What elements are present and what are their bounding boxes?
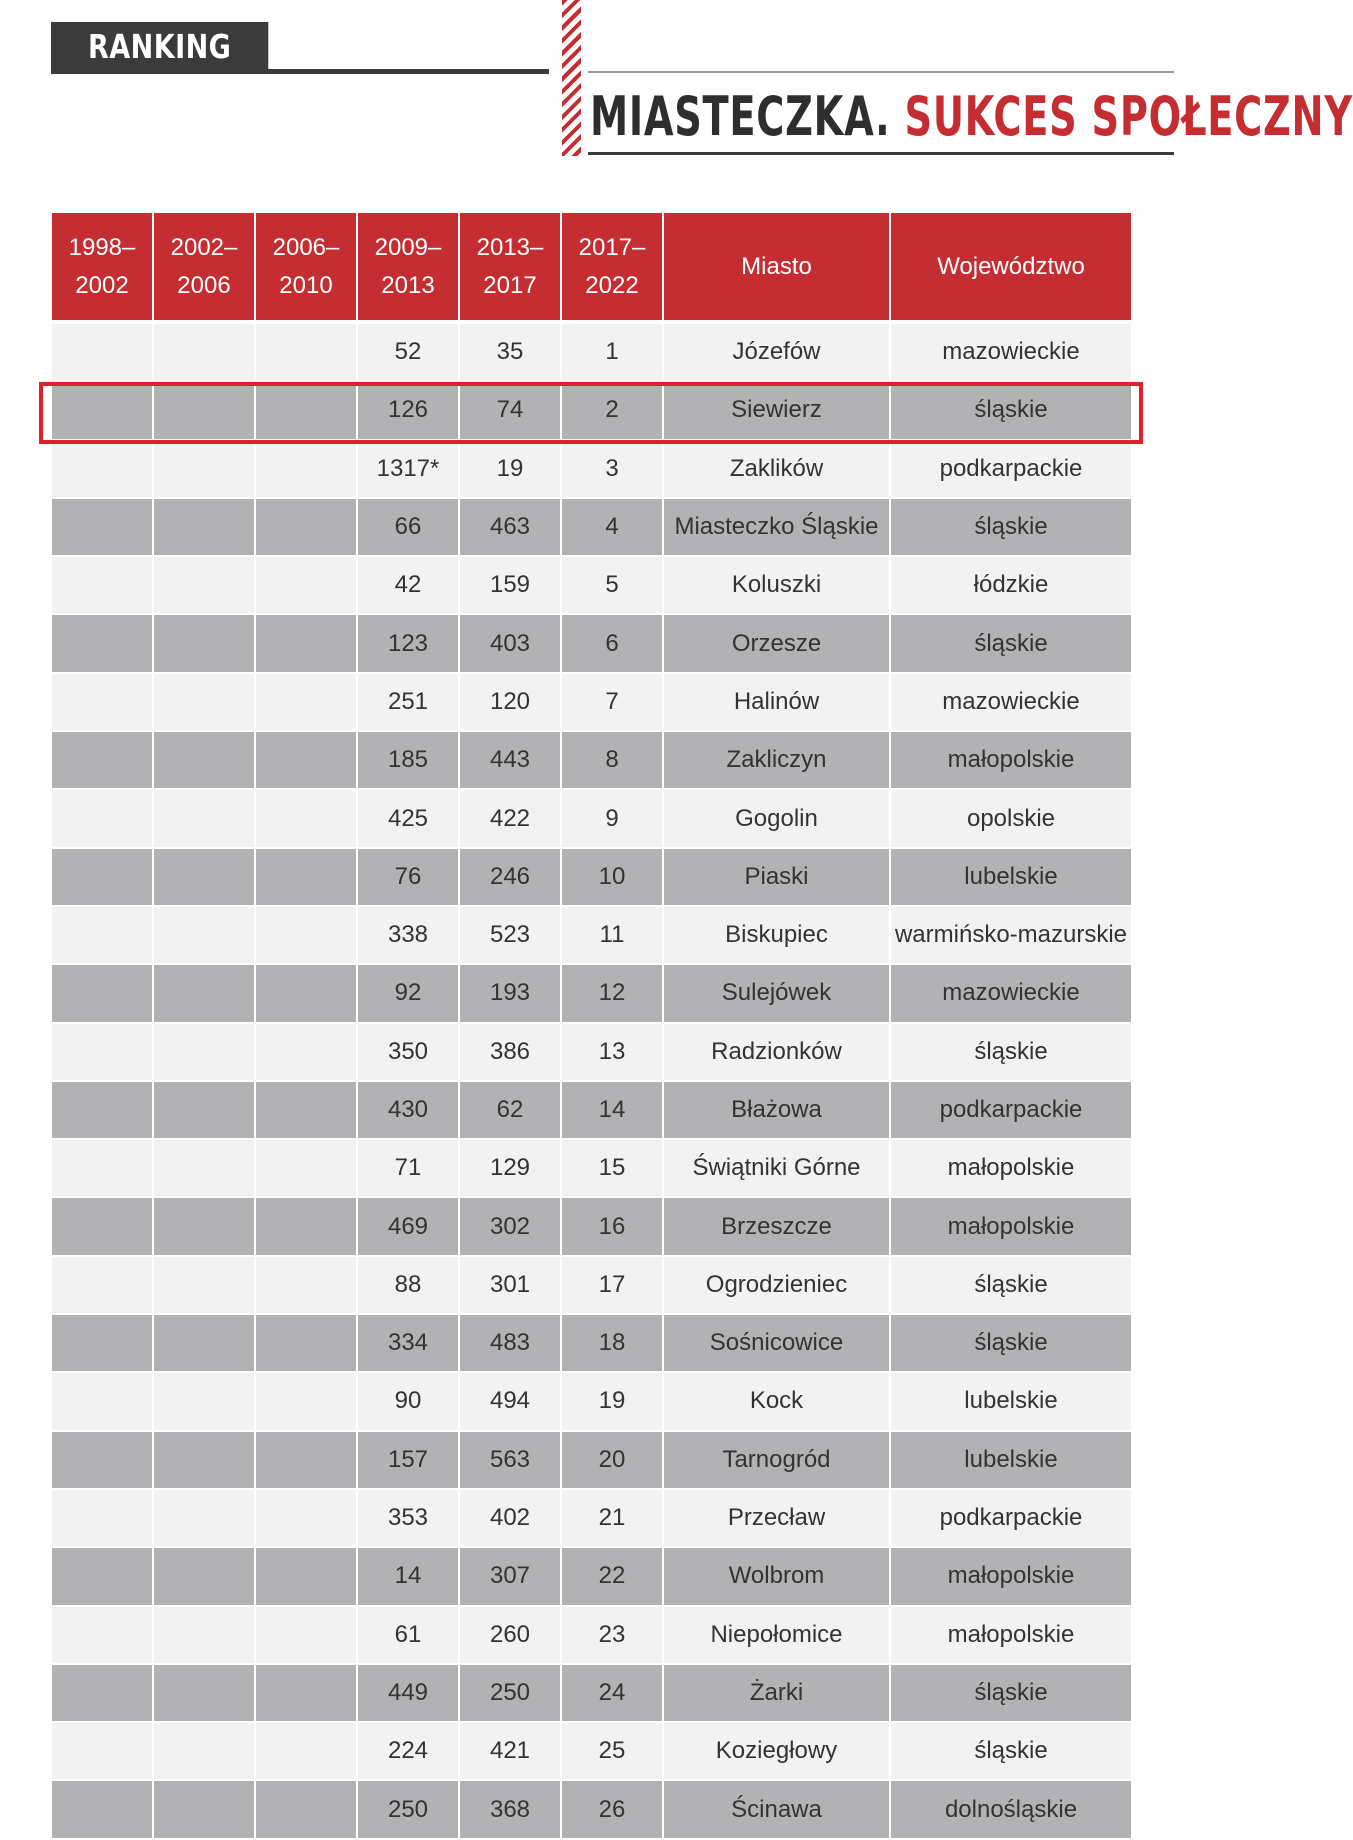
- table-cell: Błażowa: [664, 1082, 891, 1138]
- table-cell: 9: [562, 790, 664, 846]
- table-cell: 23: [562, 1607, 664, 1663]
- table-cell: [154, 324, 256, 380]
- column-header: 2013– 2017: [460, 213, 562, 320]
- table-cell: Koluszki: [664, 557, 891, 613]
- table-cell: 24: [562, 1665, 664, 1721]
- table-cell: podkarpackie: [939, 1096, 1083, 1123]
- table-row: [52, 674, 1131, 732]
- table-cell: 71: [358, 1140, 460, 1196]
- table-cell: 12: [562, 965, 664, 1021]
- table-cell: Ogrodzieniec: [664, 1257, 891, 1313]
- table-cell: 302: [460, 1198, 562, 1254]
- table-cell: [256, 1665, 358, 1721]
- table-cell: 494: [460, 1373, 562, 1429]
- table-cell: [256, 1024, 358, 1080]
- table-cell: 403: [460, 615, 562, 671]
- table-cell: 430: [358, 1082, 460, 1138]
- table-cell: lubelskie: [964, 862, 1058, 890]
- page-title-dark: MIASTECZKA.: [590, 85, 891, 148]
- table-cell: 92: [358, 965, 460, 1021]
- table-cell: 66: [358, 499, 460, 555]
- table-cell: śląskie: [974, 1329, 1048, 1357]
- table-cell: 1317*: [358, 441, 460, 497]
- table-cell: małopolskie: [947, 746, 1075, 774]
- table-cell: [256, 1198, 358, 1254]
- table-cell: [256, 382, 358, 438]
- title-bottom-rule: [588, 152, 1174, 155]
- table-row: [52, 324, 1131, 382]
- table-cell: podkarpackie: [939, 1504, 1083, 1532]
- table-cell: [52, 1781, 154, 1837]
- table-cell: Orzesze: [664, 615, 891, 671]
- table-cell: [52, 790, 154, 846]
- table-cell: śląskie: [974, 1678, 1048, 1706]
- table-row: [52, 1490, 1131, 1548]
- table-cell: [52, 557, 154, 613]
- table-cell: [154, 1432, 256, 1488]
- table-cell: warmińsko-mazurskie: [894, 921, 1128, 949]
- table-cell: dolnośląskie: [944, 1795, 1078, 1823]
- table-cell: [256, 441, 358, 497]
- table-cell: 422: [460, 790, 562, 846]
- table-cell: Brzeszcze: [664, 1198, 891, 1254]
- table-cell: [154, 382, 256, 438]
- table-cell: 126: [358, 382, 460, 438]
- table-cell: 26: [562, 1781, 664, 1837]
- table-cell: 90: [358, 1373, 460, 1429]
- table-cell: lubelskie: [964, 1445, 1058, 1473]
- table-row: [52, 1140, 1131, 1198]
- table-cell: 4: [562, 499, 664, 555]
- table-cell: Sośnicowice: [664, 1315, 891, 1371]
- table-cell: 11: [562, 907, 664, 963]
- hatched-divider: [562, 0, 581, 156]
- table-cell: 16: [562, 1198, 664, 1254]
- table-cell: 6: [562, 615, 664, 671]
- table-cell: 35: [460, 324, 562, 380]
- table-cell: [256, 790, 358, 846]
- column-header: 1998– 2002: [52, 213, 154, 320]
- table-row: [52, 1665, 1131, 1723]
- table-cell: 13: [562, 1024, 664, 1080]
- ranking-tag-label: RANKING: [88, 26, 232, 66]
- table-cell: 18: [562, 1315, 664, 1371]
- table-cell: [154, 1024, 256, 1080]
- page-title: [590, 84, 1353, 150]
- table-cell: [256, 1548, 358, 1604]
- table-cell: [256, 499, 358, 555]
- table-cell: 10: [562, 849, 664, 905]
- table-cell: 463: [460, 499, 562, 555]
- ranking-table: [52, 213, 1131, 1840]
- table-cell: Żarki: [664, 1665, 891, 1721]
- table-cell: 5: [562, 557, 664, 613]
- table-cell: 74: [460, 382, 562, 438]
- table-cell: 260: [460, 1607, 562, 1663]
- table-cell: [256, 849, 358, 905]
- table-row: [52, 557, 1131, 615]
- table-cell: [154, 674, 256, 730]
- table-cell: [52, 1082, 154, 1138]
- table-cell: [52, 615, 154, 671]
- table-cell: [52, 1257, 154, 1313]
- table-cell: 402: [460, 1490, 562, 1546]
- table-cell: [256, 1082, 358, 1138]
- table-cell: Radzionków: [664, 1024, 891, 1080]
- table-cell: Sulejówek: [664, 965, 891, 1021]
- table-cell: [256, 732, 358, 788]
- table-cell: 307: [460, 1548, 562, 1604]
- table-cell: podkarpackie: [939, 454, 1083, 482]
- tag-underline: [51, 69, 549, 74]
- page-title-red: SUKCES SPOŁECZNY: [904, 85, 1353, 148]
- table-cell: 250: [358, 1781, 460, 1837]
- table-cell: 421: [460, 1723, 562, 1779]
- column-header: Miasto: [664, 213, 891, 320]
- table-cell: Biskupiec: [664, 907, 891, 963]
- table-cell: 20: [562, 1432, 664, 1488]
- table-cell: 61: [358, 1607, 460, 1663]
- table-cell: [52, 499, 154, 555]
- table-cell: [154, 1257, 256, 1313]
- table-cell: [154, 1781, 256, 1837]
- table-cell: [52, 965, 154, 1021]
- table-cell: [154, 615, 256, 671]
- table-cell: 25: [562, 1723, 664, 1779]
- table-cell: [52, 1024, 154, 1080]
- table-cell: śląskie: [974, 629, 1048, 657]
- table-cell: Halinów: [664, 674, 891, 730]
- table-cell: 483: [460, 1315, 562, 1371]
- column-header: 2017– 2022: [562, 213, 664, 320]
- table-row: [52, 1082, 1131, 1140]
- table-cell: 22: [562, 1548, 664, 1604]
- table-cell: [52, 1198, 154, 1254]
- table-cell: Zaklików: [664, 441, 891, 497]
- table-cell: śląskie: [974, 1037, 1048, 1065]
- table-cell: 62: [460, 1082, 562, 1138]
- table-cell: [256, 615, 358, 671]
- table-cell: 443: [460, 732, 562, 788]
- table-cell: [154, 441, 256, 497]
- table-cell: [154, 790, 256, 846]
- table-cell: [52, 907, 154, 963]
- table-cell: 42: [358, 557, 460, 613]
- table-cell: [154, 557, 256, 613]
- table-cell: [154, 1315, 256, 1371]
- table-row: [52, 849, 1131, 907]
- table-cell: 250: [460, 1665, 562, 1721]
- table-cell: 469: [358, 1198, 460, 1254]
- table-cell: 350: [358, 1024, 460, 1080]
- table-cell: 129: [460, 1140, 562, 1196]
- table-cell: [154, 1140, 256, 1196]
- table-header-row: [52, 213, 1131, 324]
- table-row: [52, 965, 1131, 1023]
- table-cell: [52, 849, 154, 905]
- table-cell: 353: [358, 1490, 460, 1546]
- table-cell: lubelskie: [964, 1387, 1058, 1415]
- table-cell: 123: [358, 615, 460, 671]
- table-cell: [52, 1490, 154, 1546]
- table-cell: [256, 1257, 358, 1313]
- table-cell: [154, 1198, 256, 1254]
- table-cell: [256, 557, 358, 613]
- table-cell: [52, 1432, 154, 1488]
- table-cell: [256, 1781, 358, 1837]
- column-header: 2006– 2010: [256, 213, 358, 320]
- table-cell: 563: [460, 1432, 562, 1488]
- table-cell: Józefów: [664, 324, 891, 380]
- table-cell: [256, 1723, 358, 1779]
- table-row: [52, 1257, 1131, 1315]
- table-cell: Zakliczyn: [664, 732, 891, 788]
- table-cell: opolskie: [966, 804, 1056, 832]
- table-cell: 19: [460, 441, 562, 497]
- table-cell: Ścinawa: [664, 1781, 891, 1837]
- table-cell: łódzkie: [973, 571, 1049, 599]
- table-cell: 193: [460, 965, 562, 1021]
- table-cell: [256, 1373, 358, 1429]
- table-row: [52, 441, 1131, 499]
- table-cell: 251: [358, 674, 460, 730]
- column-header: 2002– 2006: [154, 213, 256, 320]
- table-cell: [256, 1607, 358, 1663]
- table-cell: Niepołomice: [664, 1607, 891, 1663]
- table-cell: [52, 1665, 154, 1721]
- table-cell: 7: [562, 674, 664, 730]
- table-cell: 425: [358, 790, 460, 846]
- table-cell: Miasteczko Śląskie: [664, 499, 891, 555]
- table-cell: [52, 1140, 154, 1196]
- table-row: [52, 1723, 1131, 1781]
- table-cell: 88: [358, 1257, 460, 1313]
- table-cell: 185: [358, 732, 460, 788]
- table-cell: 3: [562, 441, 664, 497]
- table-cell: 14: [562, 1082, 664, 1138]
- table-cell: [256, 1490, 358, 1546]
- table-row: [52, 615, 1131, 673]
- table-cell: [52, 382, 154, 438]
- table-cell: [52, 1315, 154, 1371]
- table-row: [52, 907, 1131, 965]
- table-cell: Siewierz: [664, 382, 891, 438]
- table-cell: małopolskie: [947, 1212, 1075, 1240]
- table-row: [52, 1315, 1131, 1373]
- table-cell: 2: [562, 382, 664, 438]
- table-cell: 449: [358, 1665, 460, 1721]
- table-cell: [154, 1607, 256, 1663]
- table-cell: 15: [562, 1140, 664, 1196]
- table-cell: [52, 1373, 154, 1429]
- table-cell: Przecław: [664, 1490, 891, 1546]
- table-cell: 246: [460, 849, 562, 905]
- table-cell: 52: [358, 324, 460, 380]
- table-cell: 76: [358, 849, 460, 905]
- table-row: [52, 732, 1131, 790]
- table-cell: 17: [562, 1257, 664, 1313]
- table-cell: [154, 907, 256, 963]
- table-cell: [256, 324, 358, 380]
- table-cell: mazowieckie: [942, 338, 1080, 366]
- table-row: [52, 1024, 1131, 1082]
- table-cell: [256, 674, 358, 730]
- table-cell: [256, 1432, 358, 1488]
- table-row: [52, 1607, 1131, 1665]
- table-row: [52, 382, 1131, 440]
- table-cell: mazowieckie: [942, 979, 1080, 1007]
- table-row: [52, 1432, 1131, 1490]
- table-cell: Kock: [664, 1373, 891, 1429]
- table-cell: 1: [562, 324, 664, 380]
- table-cell: [52, 324, 154, 380]
- table-cell: 120: [460, 674, 562, 730]
- table-cell: 159: [460, 557, 562, 613]
- table-cell: 19: [562, 1373, 664, 1429]
- table-cell: [154, 1373, 256, 1429]
- table-cell: 301: [460, 1257, 562, 1313]
- table-cell: 157: [358, 1432, 460, 1488]
- table-cell: 523: [460, 907, 562, 963]
- table-cell: 224: [358, 1723, 460, 1779]
- table-cell: [154, 499, 256, 555]
- table-cell: [52, 674, 154, 730]
- table-cell: [154, 1665, 256, 1721]
- table-cell: Wolbrom: [664, 1548, 891, 1604]
- table-cell: [256, 1140, 358, 1196]
- table-cell: Tarnogród: [664, 1432, 891, 1488]
- table-cell: [154, 965, 256, 1021]
- table-cell: 8: [562, 732, 664, 788]
- table-cell: Koziegłowy: [664, 1723, 891, 1779]
- table-cell: [154, 732, 256, 788]
- table-cell: Gogolin: [664, 790, 891, 846]
- table-cell: śląskie: [974, 513, 1048, 541]
- table-cell: Piaski: [664, 849, 891, 905]
- table-body: [52, 324, 1131, 1840]
- table-cell: 338: [358, 907, 460, 963]
- table-cell: [52, 441, 154, 497]
- table-cell: [52, 1723, 154, 1779]
- table-cell: 386: [460, 1024, 562, 1080]
- table-row: [52, 1548, 1131, 1606]
- table-cell: [154, 1082, 256, 1138]
- table-cell: [256, 1315, 358, 1371]
- table-cell: [256, 965, 358, 1021]
- table-cell: 21: [562, 1490, 664, 1546]
- table-cell: [52, 1607, 154, 1663]
- table-row: [52, 1198, 1131, 1256]
- table-row: [52, 1373, 1131, 1431]
- column-header: Województwo: [937, 252, 1085, 280]
- title-top-rule: [588, 71, 1174, 73]
- table-cell: śląskie: [974, 1270, 1048, 1298]
- table-cell: Świątniki Górne: [664, 1140, 891, 1196]
- table-cell: [52, 1548, 154, 1604]
- table-cell: [154, 1548, 256, 1604]
- table-cell: 334: [358, 1315, 460, 1371]
- table-cell: [154, 1490, 256, 1546]
- table-cell: [52, 732, 154, 788]
- table-cell: śląskie: [974, 396, 1048, 424]
- column-header: 2009– 2013: [358, 213, 460, 320]
- table-cell: małopolskie: [947, 1562, 1075, 1590]
- table-cell: [256, 907, 358, 963]
- table-row: [52, 790, 1131, 848]
- table-cell: małopolskie: [947, 1154, 1075, 1182]
- table-cell: małopolskie: [947, 1620, 1075, 1648]
- table-row: [52, 499, 1131, 557]
- table-cell: [154, 1723, 256, 1779]
- table-cell: 368: [460, 1781, 562, 1837]
- ranking-tag: [51, 22, 268, 70]
- table-cell: mazowieckie: [942, 687, 1080, 715]
- table-row: [52, 1781, 1131, 1839]
- table-cell: śląskie: [974, 1737, 1048, 1765]
- table-cell: [154, 849, 256, 905]
- table-cell: 14: [358, 1548, 460, 1604]
